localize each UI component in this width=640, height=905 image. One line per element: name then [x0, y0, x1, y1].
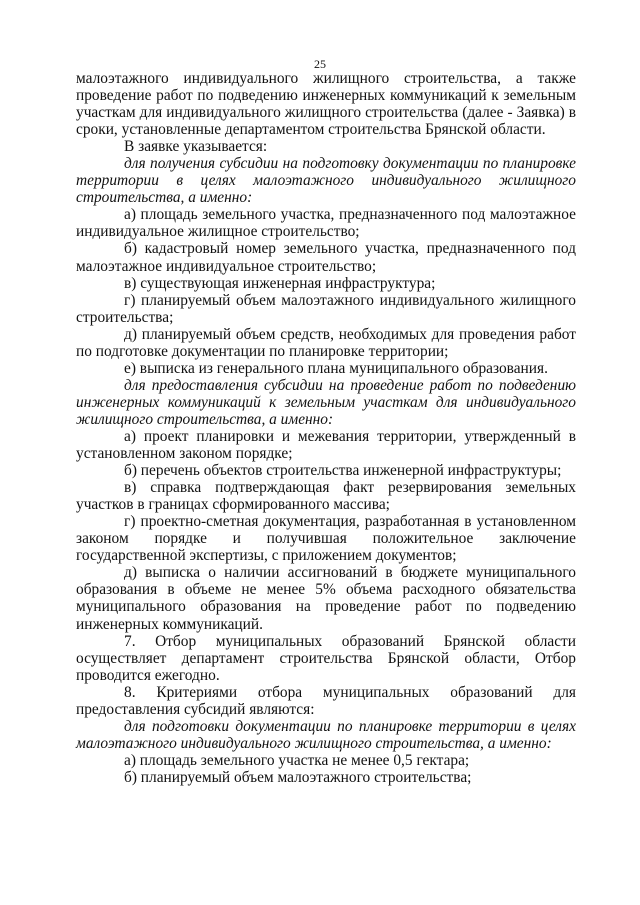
paragraph-intro-continuation: малоэтажного индивидуального жилищного строительства, а также проведение работ по подведению инженерных коммуникаций к земельным участкам для индивидуального жилищного строительства (далее - Заявка) в сроки, установленные департаментом строительства Брянской области.	[76, 70, 576, 139]
list-item-engineering-e: д) выписка о наличии ассигнований в бюджете муниципального образования в объеме не менее 5% объема расходного обязательства муниципального образования на проведение работ по подведению инженерных коммуникаций.	[76, 564, 576, 633]
paragraph-criteria-planning-heading: для подготовки документации по планировке территории в целях малоэтажного индивидуального жилищного строительства, а именно:	[76, 717, 576, 752]
paragraph-planning-subsidy-heading: для получения субсидии на подготовку документации по планировке территории в целях малоэтажного индивидуального жилищного строительства, а именно:	[76, 155, 576, 207]
clause-7-selection: 7. Отбор муниципальных образований Брянской области осуществляет департамент строительства Брянской области, Отбор проводится ежегодно.	[76, 632, 576, 684]
list-item-engineering-b: б) перечень объектов строительства инженерной инфраструктуры;	[124, 462, 562, 480]
list-item-engineering-a: а) проект планировки и межевания территории, утвержденный в установленном законом порядке;	[76, 427, 576, 463]
paragraph-application-lead: В заявке указывается:	[124, 138, 268, 156]
list-item-criteria-a: а) площадь земельного участка не менее 0,5 гектара;	[124, 751, 470, 769]
list-item-planning-c: в) существующая инженерная инфраструктура;	[124, 274, 436, 292]
document-body	[76, 70, 576, 786]
list-item-planning-a: а) площадь земельного участка, предназначенного под малоэтажное индивидуальное жилищное строительство;	[76, 206, 576, 241]
list-item-engineering-d: г) проектно-сметная документация, разработанная в установленном законом порядке и получившая положительное заключение государственной экспертизы, с приложением документов;	[76, 513, 576, 565]
list-item-planning-f: е) выписка из генерального плана муниципального образования.	[124, 359, 548, 377]
clause-8-criteria: 8. Критериями отбора муниципальных образований для предоставления субсидий являются:	[76, 683, 576, 718]
list-item-criteria-b: б) планируемый объем малоэтажного строительства;	[124, 768, 472, 786]
list-item-planning-d: г) планируемый объем малоэтажного индивидуального жилищного строительства;	[76, 291, 576, 326]
list-item-planning-e: д) планируемый объем средств, необходимых для проведения работ по подготовке документации по планировке территории;	[76, 325, 576, 360]
list-item-engineering-c: в) справка подтверждающая факт резервирования земельных участков в границах сформированного массива;	[76, 479, 576, 514]
page-number: 25	[314, 57, 326, 71]
paragraph-engineering-subsidy-heading: для предоставления субсидии на проведение работ по подведению инженерных коммуникаций к земельным участкам для индивидуального жилищного строительства, а именно:	[76, 376, 576, 428]
list-item-planning-b: б) кадастровый номер земельного участка, предназначенного под малоэтажное индивидуальное строительство;	[76, 240, 576, 275]
